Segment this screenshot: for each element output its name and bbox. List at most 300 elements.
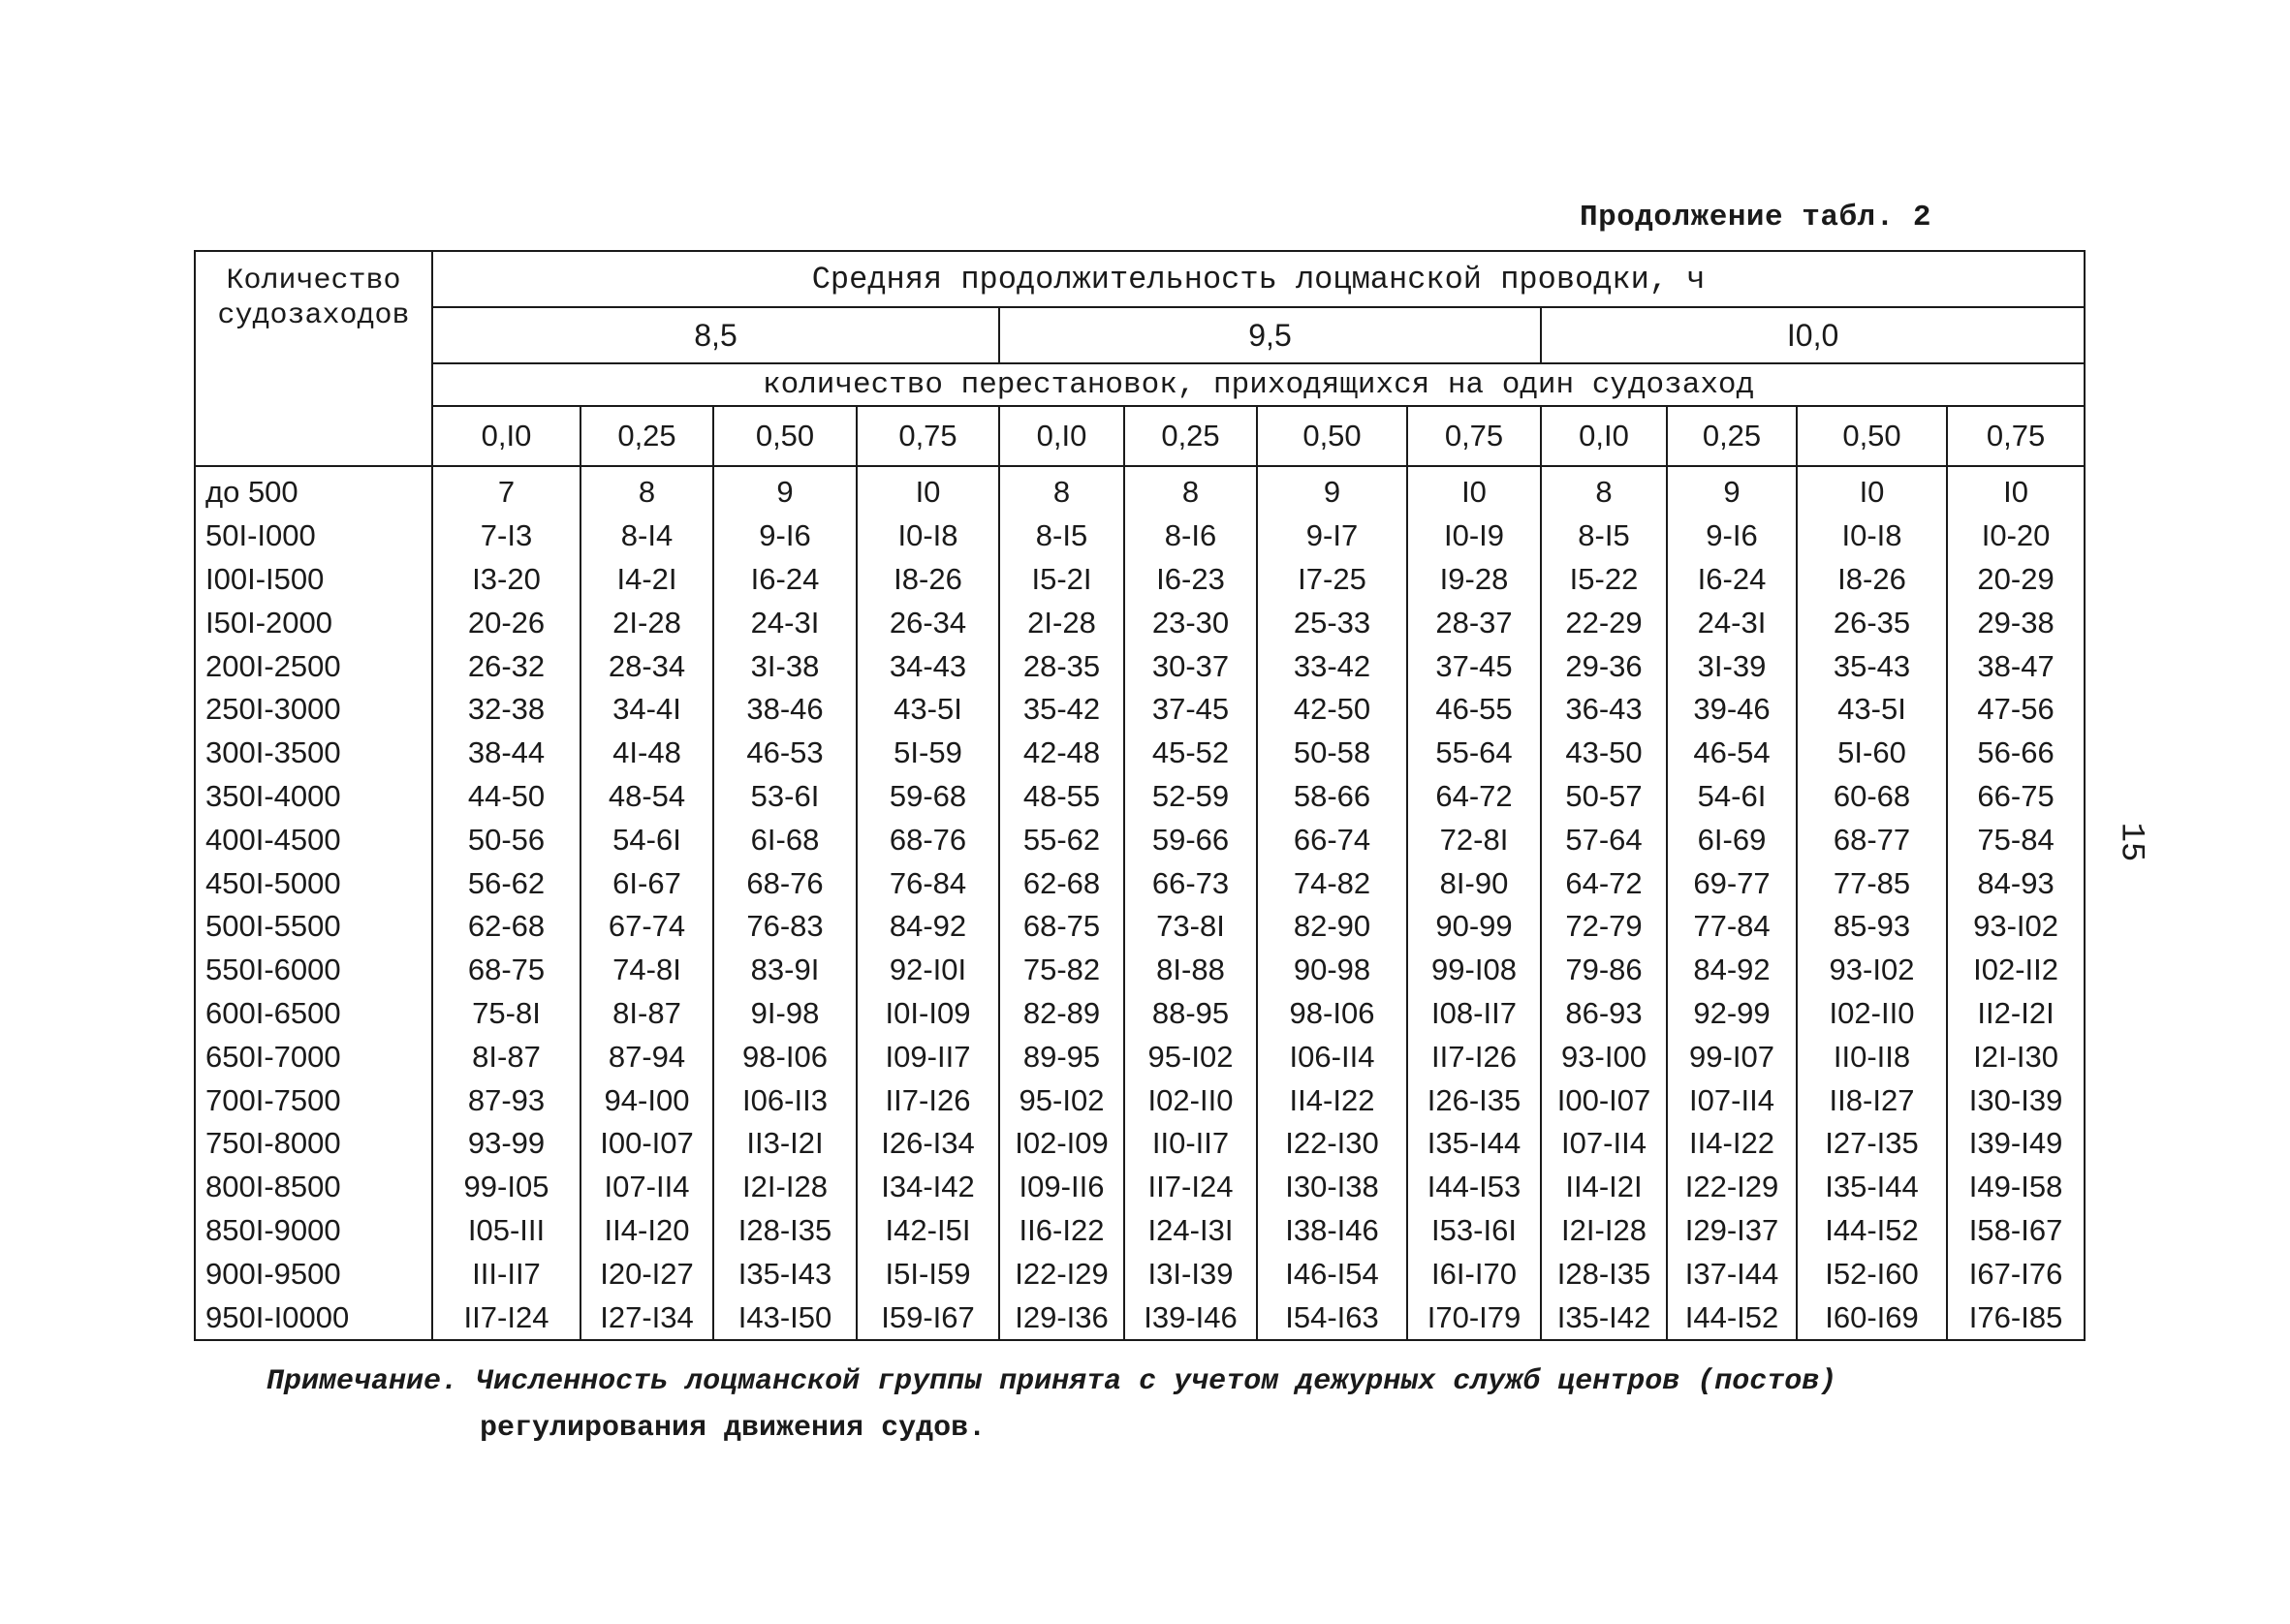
table-cell: 5I-59 <box>857 732 999 775</box>
header-duration-title: Средняя продолжительность лоцманской проводки, ч <box>432 251 2085 307</box>
table-cell: I0-20 <box>1947 515 2085 558</box>
table-row <box>195 949 2085 992</box>
header-coefficient: 0,I0 <box>999 406 1124 466</box>
table-cell: 22-29 <box>1541 601 1667 644</box>
row-label: 650I-7000 <box>195 1035 432 1078</box>
table-cell: 82-89 <box>999 992 1124 1036</box>
header-coefficient: 0,75 <box>1947 406 2085 466</box>
table-cell: II4-I20 <box>580 1209 713 1253</box>
table-row <box>195 515 2085 558</box>
table-cell: 46-54 <box>1667 732 1797 775</box>
table-cell: I8-26 <box>857 558 999 602</box>
table-cell: 20-29 <box>1947 558 2085 602</box>
table-row <box>195 1209 2085 1253</box>
table-cell: 28-37 <box>1407 601 1541 644</box>
table-cell: 93-I00 <box>1541 1035 1667 1078</box>
table-cell: 93-I02 <box>1947 905 2085 949</box>
table-cell: I6-24 <box>1667 558 1797 602</box>
table-cell: 3I-39 <box>1667 644 1797 688</box>
table-cell: I35-I44 <box>1407 1122 1541 1166</box>
header-relocations-subtitle: количество перестановок, приходящихся на один судозаход <box>432 363 2085 406</box>
table-cell: 44-50 <box>432 775 580 819</box>
pilotage-table <box>194 250 2086 1341</box>
table-row <box>195 1296 2085 1340</box>
table-cell: 66-74 <box>1257 818 1407 861</box>
table-cell: 45-52 <box>1124 732 1257 775</box>
table-cell: 92-99 <box>1667 992 1797 1036</box>
table-row <box>195 732 2085 775</box>
table-cell: 54-6I <box>580 818 713 861</box>
table-cell: 56-62 <box>432 861 580 905</box>
table-cell: 8I-87 <box>580 992 713 1036</box>
table-cell: I0 <box>1407 466 1541 515</box>
table-cell: 2I-28 <box>999 601 1124 644</box>
table-cell: I39-I49 <box>1947 1122 2085 1166</box>
table-cell: 93-I02 <box>1797 949 1947 992</box>
row-label: 800I-8500 <box>195 1166 432 1209</box>
table-cell: I00-I07 <box>1541 1078 1667 1122</box>
table-cell: I22-I30 <box>1257 1122 1407 1166</box>
table-cell: 89-95 <box>999 1035 1124 1078</box>
table-cell: 38-47 <box>1947 644 2085 688</box>
table-cell: I0-I9 <box>1407 515 1541 558</box>
table-cell: I07-II4 <box>1667 1078 1797 1122</box>
table-cell: 50-56 <box>432 818 580 861</box>
table-cell: I6I-I70 <box>1407 1252 1541 1296</box>
table-cell: I00-I07 <box>580 1122 713 1166</box>
table-cell: II7-I26 <box>857 1078 999 1122</box>
table-cell: I0-I8 <box>857 515 999 558</box>
row-label: 750I-8000 <box>195 1122 432 1166</box>
table-cell: 9 <box>713 466 857 515</box>
table-cell: 6I-67 <box>580 861 713 905</box>
table-cell: 85-93 <box>1797 905 1947 949</box>
table-cell: I0-I8 <box>1797 515 1947 558</box>
table-cell: 9I-98 <box>713 992 857 1036</box>
table-cell: 98-I06 <box>713 1035 857 1078</box>
table-cell: 8I-88 <box>1124 949 1257 992</box>
table-row <box>195 1122 2085 1166</box>
table-cell: 9-I7 <box>1257 515 1407 558</box>
table-cell: 68-76 <box>713 861 857 905</box>
table-cell: I5I-I59 <box>857 1252 999 1296</box>
table-cell: I24-I3I <box>1124 1209 1257 1253</box>
table-cell: 66-75 <box>1947 775 2085 819</box>
table-cell: I39-I46 <box>1124 1296 1257 1340</box>
row-label: 700I-7500 <box>195 1078 432 1122</box>
table-cell: 43-5I <box>857 688 999 732</box>
table-cell: 82-90 <box>1257 905 1407 949</box>
header-duration: 9,5 <box>999 307 1541 363</box>
row-label: 850I-9000 <box>195 1209 432 1253</box>
table-cell: I5-2I <box>999 558 1124 602</box>
row-label: 50I-I000 <box>195 515 432 558</box>
table-cell: I20-I27 <box>580 1252 713 1296</box>
table-cell: I28-I35 <box>1541 1252 1667 1296</box>
table-cell: 8 <box>580 466 713 515</box>
table-cell: 28-34 <box>580 644 713 688</box>
table-row <box>195 644 2085 688</box>
table-cell: 42-48 <box>999 732 1124 775</box>
table-cell: 59-68 <box>857 775 999 819</box>
table-cell: I2I-I28 <box>1541 1209 1667 1253</box>
table-cell: 79-86 <box>1541 949 1667 992</box>
table-cell: 68-76 <box>857 818 999 861</box>
table-cell: 84-92 <box>1667 949 1797 992</box>
table-cell: 60-68 <box>1797 775 1947 819</box>
header-duration: 8,5 <box>432 307 999 363</box>
table-cell: 8-I6 <box>1124 515 1257 558</box>
row-label: I50I-2000 <box>195 601 432 644</box>
table-cell: 64-72 <box>1541 861 1667 905</box>
table-cell: II4-I22 <box>1257 1078 1407 1122</box>
table-cell: I4-2I <box>580 558 713 602</box>
table-cell: 90-99 <box>1407 905 1541 949</box>
table-cell: I53-I6I <box>1407 1209 1541 1253</box>
table-cell: 77-84 <box>1667 905 1797 949</box>
table-row <box>195 601 2085 644</box>
table-cell: 34-4I <box>580 688 713 732</box>
table-cell: 64-72 <box>1407 775 1541 819</box>
table-cell: I27-I35 <box>1797 1122 1947 1166</box>
table-cell: I27-I34 <box>580 1296 713 1340</box>
row-label: 300I-3500 <box>195 732 432 775</box>
table-cell: 8-I5 <box>999 515 1124 558</box>
table-cell: I29-I37 <box>1667 1209 1797 1253</box>
header-coefficient: 0,I0 <box>432 406 580 466</box>
table-cell: 34-43 <box>857 644 999 688</box>
table-cell: I07-II4 <box>1541 1122 1667 1166</box>
table-cell: I06-II4 <box>1257 1035 1407 1078</box>
table-cell: 4I-48 <box>580 732 713 775</box>
table-cell: I38-I46 <box>1257 1209 1407 1253</box>
table-cell: I44-I52 <box>1667 1296 1797 1340</box>
table-cell: 37-45 <box>1124 688 1257 732</box>
table-cell: 33-42 <box>1257 644 1407 688</box>
table-cell: 37-45 <box>1407 644 1541 688</box>
table-row <box>195 1035 2085 1078</box>
table-cell: 30-37 <box>1124 644 1257 688</box>
table-cell: 26-34 <box>857 601 999 644</box>
table-cell: 84-92 <box>857 905 999 949</box>
table-cell: 9-I6 <box>1667 515 1797 558</box>
page-number: 15 <box>2112 822 2149 862</box>
table-cell: 9 <box>1257 466 1407 515</box>
table-row <box>195 905 2085 949</box>
table-row <box>195 1166 2085 1209</box>
table-cell: I43-I50 <box>713 1296 857 1340</box>
table-cell: 74-8I <box>580 949 713 992</box>
table-row <box>195 1078 2085 1122</box>
table-cell: 94-I00 <box>580 1078 713 1122</box>
table-cell: I7-25 <box>1257 558 1407 602</box>
table-cell: 8-I5 <box>1541 515 1667 558</box>
table-cell: II0-II7 <box>1124 1122 1257 1166</box>
table-cell: II2-I2I <box>1947 992 2085 1036</box>
row-label: 900I-9500 <box>195 1252 432 1296</box>
header-coefficient: 0,25 <box>1124 406 1257 466</box>
note-line-2: регулирования движения судов. <box>480 1412 987 1445</box>
table-cell: I37-I44 <box>1667 1252 1797 1296</box>
table-cell: 92-I0I <box>857 949 999 992</box>
table-cell: 25-33 <box>1257 601 1407 644</box>
table-cell: I67-I76 <box>1947 1252 2085 1296</box>
row-label: I00I-I500 <box>195 558 432 602</box>
table-cell: 72-8I <box>1407 818 1541 861</box>
table-cell: 38-46 <box>713 688 857 732</box>
table-cell: 8I-87 <box>432 1035 580 1078</box>
table-cell: 35-42 <box>999 688 1124 732</box>
header-coefficient: 0,50 <box>1797 406 1947 466</box>
header-coefficient: 0,75 <box>1407 406 1541 466</box>
table-cell: 88-95 <box>1124 992 1257 1036</box>
row-label: 500I-5500 <box>195 905 432 949</box>
table-cell: I06-II3 <box>713 1078 857 1122</box>
table-cell: I35-I44 <box>1797 1166 1947 1209</box>
row-label: 200I-2500 <box>195 644 432 688</box>
table-note <box>267 1359 1836 1452</box>
table-row <box>195 861 2085 905</box>
table-cell: I9-28 <box>1407 558 1541 602</box>
note-line-1: Численность лоцманской группы принята с учетом дежурных служб центров (постов) <box>476 1365 1837 1398</box>
table-cell: 90-98 <box>1257 949 1407 992</box>
table-cell: I22-I29 <box>1667 1166 1797 1209</box>
table-cell: 75-8I <box>432 992 580 1036</box>
table-cell: 72-79 <box>1541 905 1667 949</box>
table-cell: I22-I29 <box>999 1252 1124 1296</box>
table-cell: 6I-69 <box>1667 818 1797 861</box>
table-cell: I09-II7 <box>857 1035 999 1078</box>
table-cell: I30-I39 <box>1947 1078 2085 1122</box>
table-cell: 69-77 <box>1667 861 1797 905</box>
table-cell: 8 <box>1541 466 1667 515</box>
table-cell: 53-6I <box>713 775 857 819</box>
table-cell: I70-I79 <box>1407 1296 1541 1340</box>
table-cell: II4-I2I <box>1541 1166 1667 1209</box>
table-cell: 62-68 <box>432 905 580 949</box>
table-cell: I6-24 <box>713 558 857 602</box>
table-cell: 59-66 <box>1124 818 1257 861</box>
table-cell: I3-20 <box>432 558 580 602</box>
table-cell: 24-3I <box>713 601 857 644</box>
table-cell: II3-I2I <box>713 1122 857 1166</box>
row-label: 950I-I0000 <box>195 1296 432 1340</box>
header-coefficient: 0,25 <box>1667 406 1797 466</box>
table-cell: 77-85 <box>1797 861 1947 905</box>
table-cell: I02-II0 <box>1124 1078 1257 1122</box>
table-cell: I35-I43 <box>713 1252 857 1296</box>
row-label: 600I-6500 <box>195 992 432 1036</box>
table-cell: 93-99 <box>432 1122 580 1166</box>
table-cell: 99-I07 <box>1667 1035 1797 1078</box>
table-cell: 76-84 <box>857 861 999 905</box>
table-cell: 75-84 <box>1947 818 2085 861</box>
table-cell: I2I-I28 <box>713 1166 857 1209</box>
table-cell: 99-I08 <box>1407 949 1541 992</box>
table-row <box>195 466 2085 515</box>
row-label: 400I-4500 <box>195 818 432 861</box>
table-row <box>195 818 2085 861</box>
table-cell: II8-I27 <box>1797 1078 1947 1122</box>
table-caption: Продолжение табл. 2 <box>1580 201 1931 234</box>
note-label: Примечание. <box>267 1365 459 1398</box>
header-coefficient: 0,25 <box>580 406 713 466</box>
table-cell: 76-83 <box>713 905 857 949</box>
table-cell: 83-9I <box>713 949 857 992</box>
table-cell: 99-I05 <box>432 1166 580 1209</box>
table-cell: 38-44 <box>432 732 580 775</box>
header-ship-calls: Количество судозаходов <box>195 251 432 466</box>
table-cell: I09-II6 <box>999 1166 1124 1209</box>
table-cell: I60-I69 <box>1797 1296 1947 1340</box>
header-duration: I0,0 <box>1541 307 2085 363</box>
table-cell: II0-II8 <box>1797 1035 1947 1078</box>
table-cell: I30-I38 <box>1257 1166 1407 1209</box>
table-cell: I02-I09 <box>999 1122 1124 1166</box>
table-cell: 7-I3 <box>432 515 580 558</box>
table-cell: I3I-I39 <box>1124 1252 1257 1296</box>
table-cell: II7-I24 <box>432 1296 580 1340</box>
table-cell: 8I-90 <box>1407 861 1541 905</box>
table-cell: 84-93 <box>1947 861 2085 905</box>
table-cell: II6-I22 <box>999 1209 1124 1253</box>
table-cell: 66-73 <box>1124 861 1257 905</box>
table-row <box>195 992 2085 1036</box>
table-cell: 98-I06 <box>1257 992 1407 1036</box>
table-cell: 67-74 <box>580 905 713 949</box>
table-cell: I28-I35 <box>713 1209 857 1253</box>
table-cell: I08-II7 <box>1407 992 1541 1036</box>
table-cell: 68-77 <box>1797 818 1947 861</box>
table-cell: 74-82 <box>1257 861 1407 905</box>
table-cell: 32-38 <box>432 688 580 732</box>
table-cell: 54-6I <box>1667 775 1797 819</box>
table-cell: I05-III <box>432 1209 580 1253</box>
table-cell: I35-I42 <box>1541 1296 1667 1340</box>
table-cell: 52-59 <box>1124 775 1257 819</box>
table-cell: 75-82 <box>999 949 1124 992</box>
table-cell: 42-50 <box>1257 688 1407 732</box>
table-cell: III-II7 <box>432 1252 580 1296</box>
table-cell: I49-I58 <box>1947 1166 2085 1209</box>
table-cell: 6I-68 <box>713 818 857 861</box>
table-cell: 95-I02 <box>999 1078 1124 1122</box>
table-cell: 8-I4 <box>580 515 713 558</box>
table-cell: 50-57 <box>1541 775 1667 819</box>
table-cell: 28-35 <box>999 644 1124 688</box>
table-cell: 58-66 <box>1257 775 1407 819</box>
row-label: 350I-4000 <box>195 775 432 819</box>
table-cell: 68-75 <box>432 949 580 992</box>
table-cell: I44-I52 <box>1797 1209 1947 1253</box>
table-row <box>195 775 2085 819</box>
table-cell: 29-36 <box>1541 644 1667 688</box>
row-label: 550I-6000 <box>195 949 432 992</box>
table-cell: 24-3I <box>1667 601 1797 644</box>
table-cell: 47-56 <box>1947 688 2085 732</box>
table-cell: 87-93 <box>432 1078 580 1122</box>
table-cell: I54-I63 <box>1257 1296 1407 1340</box>
table-cell: I46-I54 <box>1257 1252 1407 1296</box>
row-label: 250I-3000 <box>195 688 432 732</box>
header-coefficient: 0,I0 <box>1541 406 1667 466</box>
table-cell: I0 <box>857 466 999 515</box>
table-cell: 56-66 <box>1947 732 2085 775</box>
row-label: 450I-5000 <box>195 861 432 905</box>
table-cell: 62-68 <box>999 861 1124 905</box>
table-cell: I07-II4 <box>580 1166 713 1209</box>
table-cell: 55-64 <box>1407 732 1541 775</box>
table-cell: 20-26 <box>432 601 580 644</box>
table-cell: I0 <box>1797 466 1947 515</box>
header-coefficient: 0,50 <box>1257 406 1407 466</box>
table-cell: 57-64 <box>1541 818 1667 861</box>
table-cell: I59-I67 <box>857 1296 999 1340</box>
table-cell: I2I-I30 <box>1947 1035 2085 1078</box>
table-cell: II4-I22 <box>1667 1122 1797 1166</box>
table-cell: 8 <box>1124 466 1257 515</box>
table-cell: 9-I6 <box>713 515 857 558</box>
table-cell: I5-22 <box>1541 558 1667 602</box>
table-cell: 36-43 <box>1541 688 1667 732</box>
table-cell: I0I-I09 <box>857 992 999 1036</box>
table-cell: 43-50 <box>1541 732 1667 775</box>
table-cell: I6-23 <box>1124 558 1257 602</box>
table-cell: 2I-28 <box>580 601 713 644</box>
table-cell: 39-46 <box>1667 688 1797 732</box>
table-cell: I0 <box>1947 466 2085 515</box>
table-row <box>195 558 2085 602</box>
table-cell: 23-30 <box>1124 601 1257 644</box>
header-coefficient: 0,75 <box>857 406 999 466</box>
table-cell: I76-I85 <box>1947 1296 2085 1340</box>
table-cell: I02-II2 <box>1947 949 2085 992</box>
table-cell: I34-I42 <box>857 1166 999 1209</box>
table-cell: 95-I02 <box>1124 1035 1257 1078</box>
table-cell: 46-55 <box>1407 688 1541 732</box>
table-cell: 86-93 <box>1541 992 1667 1036</box>
table-cell: 26-32 <box>432 644 580 688</box>
table-cell: I44-I53 <box>1407 1166 1541 1209</box>
table-cell: I02-II0 <box>1797 992 1947 1036</box>
table-cell: 5I-60 <box>1797 732 1947 775</box>
table-cell: II7-I24 <box>1124 1166 1257 1209</box>
row-label: до 500 <box>195 466 432 515</box>
table-cell: 26-35 <box>1797 601 1947 644</box>
table-cell: 48-54 <box>580 775 713 819</box>
table-row <box>195 1252 2085 1296</box>
table-cell: I26-I34 <box>857 1122 999 1166</box>
table-cell: 46-53 <box>713 732 857 775</box>
table-cell: 3I-38 <box>713 644 857 688</box>
table-cell: I26-I35 <box>1407 1078 1541 1122</box>
table-cell: 50-58 <box>1257 732 1407 775</box>
table-cell: 73-8I <box>1124 905 1257 949</box>
table-cell: 68-75 <box>999 905 1124 949</box>
table-cell: I58-I67 <box>1947 1209 2085 1253</box>
table-cell: 48-55 <box>999 775 1124 819</box>
table-row <box>195 688 2085 732</box>
table-cell: 8 <box>999 466 1124 515</box>
table-cell: 7 <box>432 466 580 515</box>
table-cell: 9 <box>1667 466 1797 515</box>
table-cell: 43-5I <box>1797 688 1947 732</box>
table-cell: II7-I26 <box>1407 1035 1541 1078</box>
table-cell: 35-43 <box>1797 644 1947 688</box>
table-cell: 55-62 <box>999 818 1124 861</box>
table-cell: I42-I5I <box>857 1209 999 1253</box>
table-cell: 87-94 <box>580 1035 713 1078</box>
